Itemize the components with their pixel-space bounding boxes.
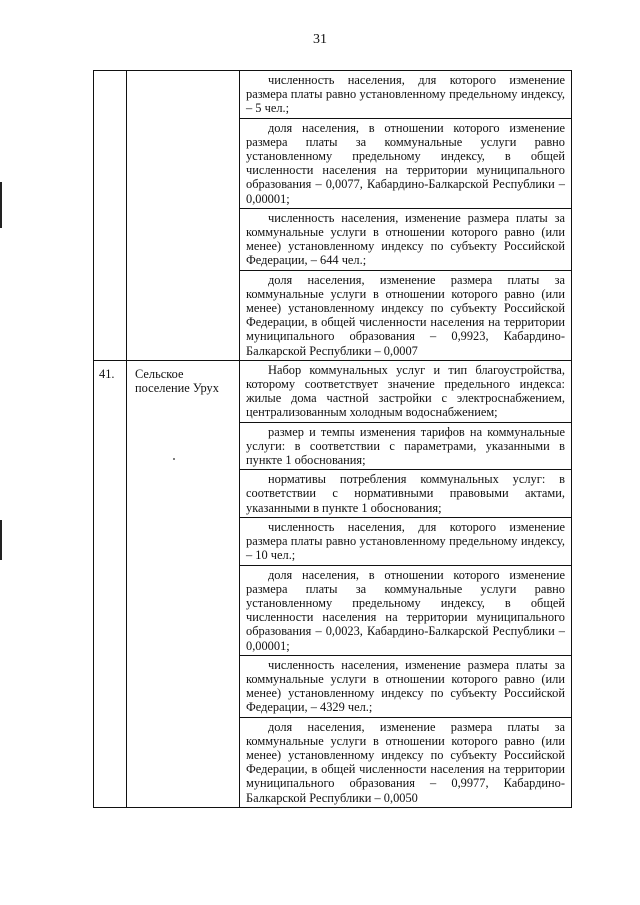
page-number: 31 [313,32,327,47]
document-table [93,70,572,808]
description-paragraph: численность населения, для которого изменение размера платы равно установленному предельному индексу, – 10 чел.; [240,518,571,566]
row-description-cell [240,71,572,361]
row-number-cell: 41. [94,360,127,807]
table-row [94,71,572,361]
description-paragraph: доля населения, изменение размера платы за коммунальные услуги в отношении которого равно (или менее) установленному индексу по субъекту Российской Федерации, в общей численности населения на территории муниципального образования – 0,9977, Кабардино-Балкарской Республики – 0,0050 [246,719,565,805]
row-name-cell [127,71,240,361]
description-paragraph: численность населения, изменение размера платы за коммунальные услуги в отношении которого равно (или менее) установленному индексу по субъекту Российской Федерации, – 644 чел.; [240,209,571,271]
row-number-cell [94,71,127,361]
scan-edge-mark [0,182,2,228]
description-paragraph: размер и темпы изменения тарифов на коммунальные услуги: в соответствии с параметрами, указанными в пункте 1 обоснования; [240,423,571,471]
description-paragraph: доля населения, в отношении которого изменение размера платы за коммунальные услуги равно установленному предельному индексу, в общей численности населения на территории муниципального образования – 0,0077, Кабардино-Балкарской Республики – 0,00001; [240,119,571,209]
row-description-cell [240,360,572,807]
scan-speck [173,458,175,460]
description-paragraph: численность населения, изменение размера платы за коммунальные услуги в отношении которого равно (или менее) установленному индексу по субъекту Российской Федерации, – 4329 чел.; [240,656,571,718]
description-paragraph: Набор коммунальных услуг и тип благоустройства, которому соответствует значение предельного индекса: жилые дома частной застройки с электроснабжением, централизованным холодным водоснабжением; [240,361,571,423]
scan-edge-mark [0,520,2,560]
description-paragraph: доля населения, в отношении которого изменение размера платы за коммунальные услуги равно установленному предельному индексу, в общей численности населения на территории муниципального образования – 0,0023, Кабардино-Балкарской Республики – 0,00001; [240,566,571,656]
table-row [94,360,572,807]
description-paragraph: нормативы потребления коммунальных услуг: в соответствии с нормативными правовыми актами, указанными в пункте 1 обоснования; [240,470,571,518]
description-paragraph: численность населения, для которого изменение размера платы равно установленному предельному индексу, – 5 чел.; [240,71,571,119]
description-paragraph: доля населения, изменение размера платы за коммунальные услуги в отношении которого равно (или менее) установленному индексу по субъекту Российской Федерации, в общей численности населения на территории муниципального образования – 0,9923, Кабардино-Балкарской Республики – 0,0007 [246,272,565,358]
row-name-cell: Сельское поселение Урух [127,360,240,807]
